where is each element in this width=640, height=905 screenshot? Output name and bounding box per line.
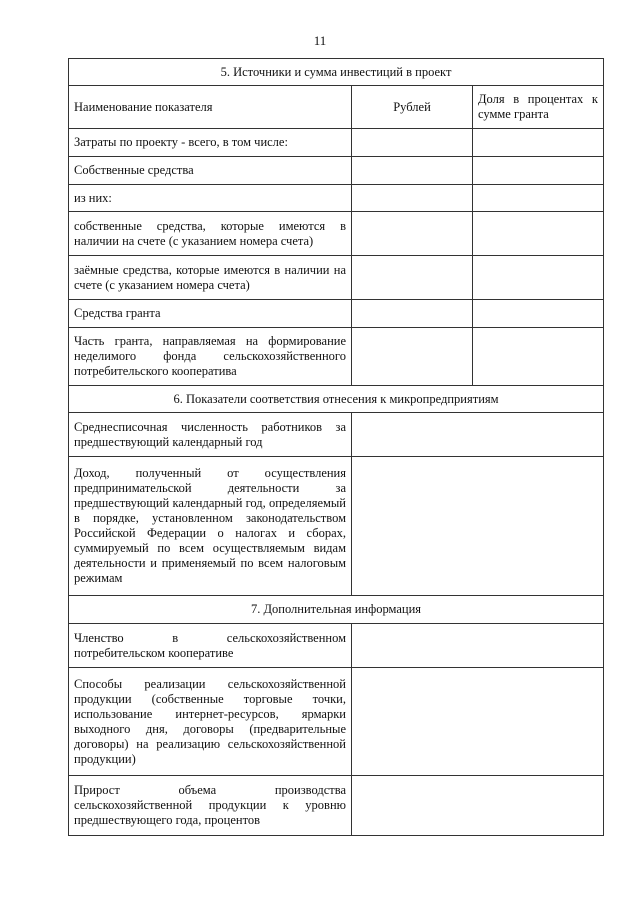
cell-own-funds-share[interactable]: [473, 157, 604, 185]
row-label-grant-funds: Средства гранта: [69, 300, 352, 328]
cell-grant-funds-rubles[interactable]: [352, 300, 473, 328]
cell-total-costs-rubles[interactable]: [352, 129, 473, 157]
row-label-business-income: Доход, полученный от осуществления предпринимательской деятельности за предшествующий календарный год, определяемый в порядке, установленном законодательством Российской Федерации о налогах и сборах, суммируемый по всем осуществляемым видам деятельности и применяемый по всем налоговым режимам: [69, 457, 352, 596]
cell-indivisible-fund-share[interactable]: [473, 328, 604, 386]
column-header-indicator: Наименование показателя: [69, 86, 352, 129]
page-number: 11: [313, 33, 327, 48]
cell-sales-methods-value[interactable]: [352, 668, 604, 776]
cell-borrowed-funds-share[interactable]: [473, 256, 604, 300]
grant-application-table: [68, 58, 604, 836]
row-label-of-which: из них:: [69, 185, 352, 212]
column-header-rubles: Рублей: [352, 86, 473, 129]
cell-own-funds-rubles[interactable]: [352, 157, 473, 185]
section7-title: 7. Дополнительная информация: [69, 596, 604, 624]
section6-title: 6. Показатели соответствия отнесения к микропредприятиям: [69, 386, 604, 413]
cell-cooperative-membership-value[interactable]: [352, 624, 604, 668]
section5-title: 5. Источники и сумма инвестиций в проект: [69, 59, 604, 86]
row-label-total-costs: Затраты по проекту - всего, в том числе:: [69, 129, 352, 157]
column-header-grant-share: Доля в процентах к сумме гранта: [473, 86, 604, 129]
row-label-average-headcount: Среднесписочная численность работников за предшествующий календарный год: [69, 413, 352, 457]
cell-average-headcount-value[interactable]: [352, 413, 604, 457]
cell-own-funds-on-account-share[interactable]: [473, 212, 604, 256]
row-label-production-growth: Прирост объема производства сельскохозяйственной продукции к уровню предшествующего года, процентов: [69, 776, 352, 836]
cell-business-income-value[interactable]: [352, 457, 604, 596]
cell-grant-funds-share[interactable]: [473, 300, 604, 328]
row-label-own-funds-on-account: собственные средства, которые имеются в наличии на счете (с указанием номера счета): [69, 212, 352, 256]
row-label-indivisible-fund: Часть гранта, направляемая на формирование неделимого фонда сельскохозяйственного потребительского кооператива: [69, 328, 352, 386]
cell-of-which-rubles[interactable]: [352, 185, 473, 212]
row-label-cooperative-membership: Членство в сельскохозяйственном потребительском кооперативе: [69, 624, 352, 668]
cell-indivisible-fund-rubles[interactable]: [352, 328, 473, 386]
cell-production-growth-value[interactable]: [352, 776, 604, 836]
row-label-borrowed-funds-on-account: заёмные средства, которые имеются в наличии на счете (с указанием номера счета): [69, 256, 352, 300]
cell-own-funds-on-account-rubles[interactable]: [352, 212, 473, 256]
cell-total-costs-share[interactable]: [473, 129, 604, 157]
cell-of-which-share[interactable]: [473, 185, 604, 212]
row-label-sales-methods: Способы реализации сельскохозяйственной продукции (собственные торговые точки, использование интернет-ресурсов, ярмарки выходного дня, договоры (предварительные договоры) на реализацию сельскохозяйственной продукции): [69, 668, 352, 776]
row-label-own-funds: Собственные средства: [69, 157, 352, 185]
cell-borrowed-funds-rubles[interactable]: [352, 256, 473, 300]
